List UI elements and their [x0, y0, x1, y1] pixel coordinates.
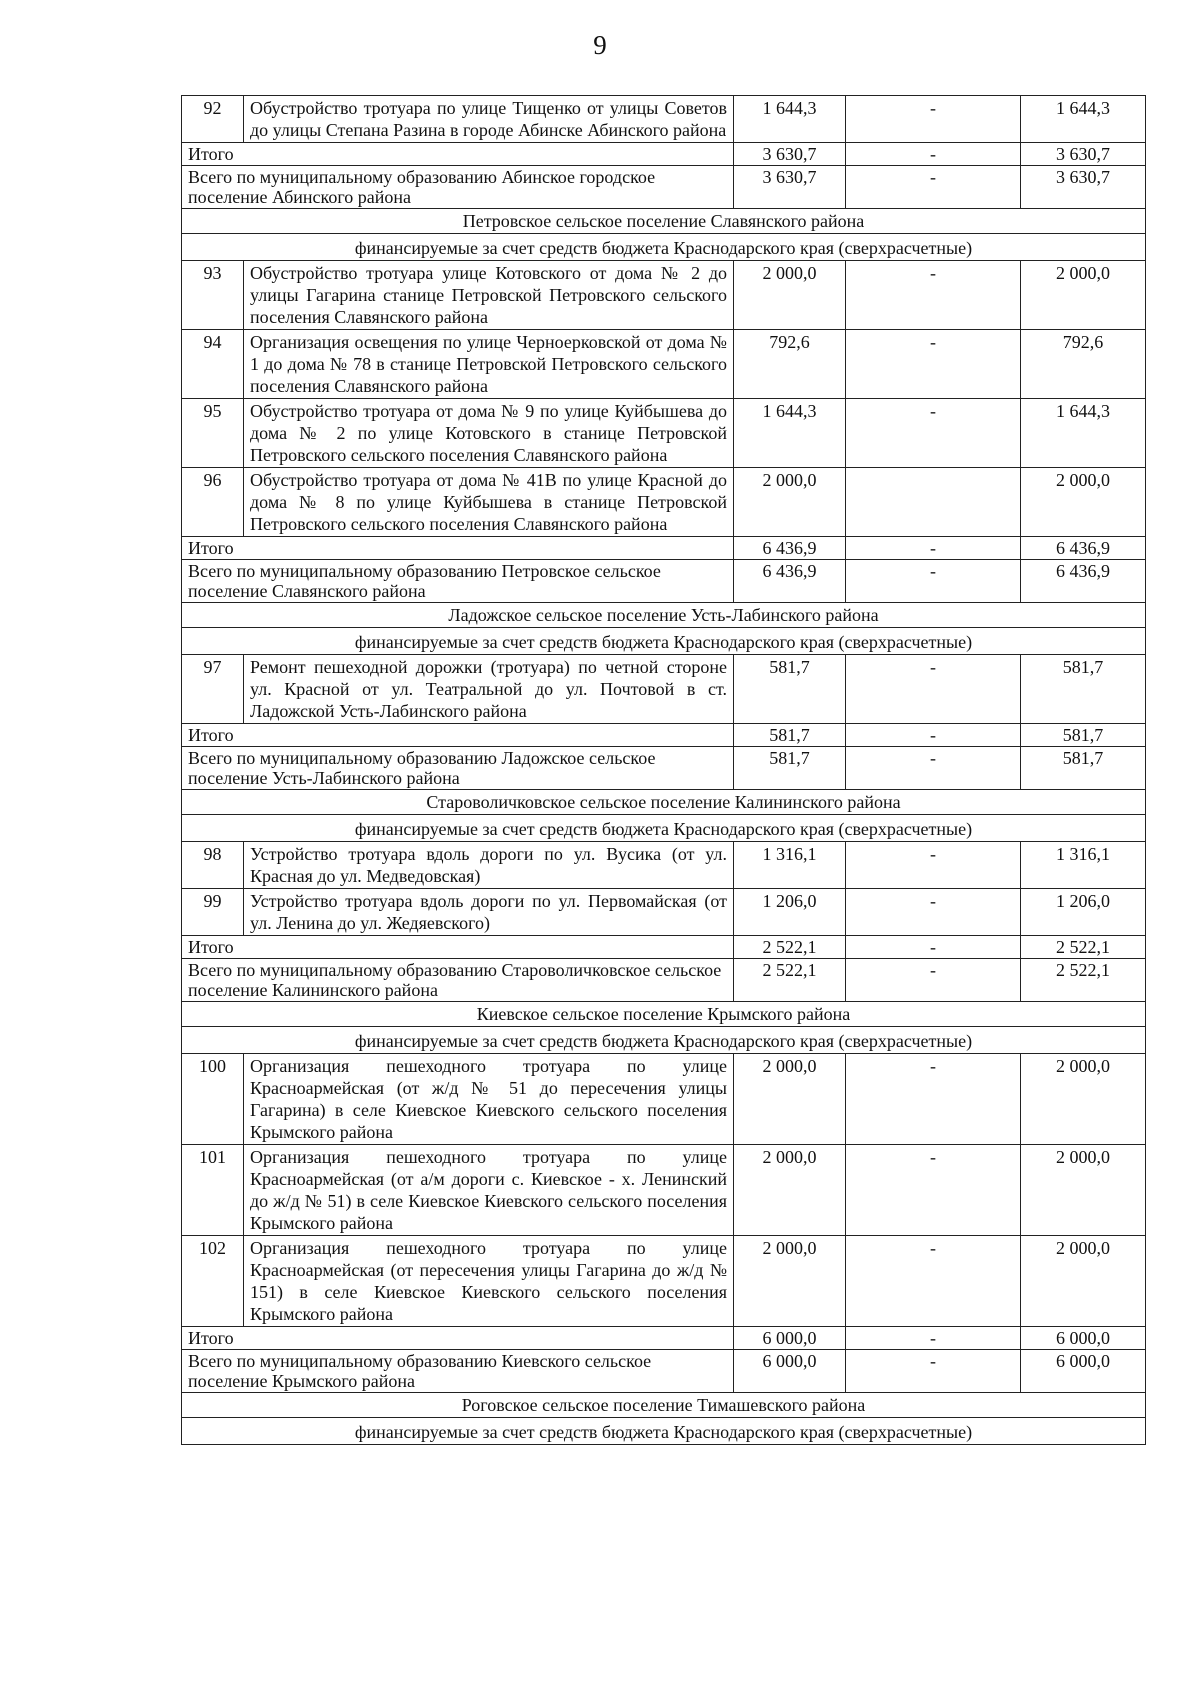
total-amount-col1: 581,7: [734, 724, 846, 747]
total-amount-col1: 6 000,0: [734, 1350, 846, 1393]
section-title: Ладожское сельское поселение Усть-Лабинского района: [182, 603, 1146, 628]
subsection-header-row: [182, 1027, 1146, 1054]
section-header-row: [182, 1393, 1146, 1418]
row-number: 97: [182, 655, 244, 724]
row-amount-col1: 1 644,3: [734, 96, 846, 143]
subtotal-label: Итого: [182, 936, 734, 959]
total-amount-col2: -: [846, 747, 1021, 790]
municipal-total-label: Всего по муниципальному образованию Староволичковское сельское поселение Калининского района: [182, 959, 734, 1002]
table-row: [182, 1054, 1146, 1145]
row-number: 94: [182, 330, 244, 399]
municipal-total-label: Всего по муниципальному образованию Петровское сельское поселение Славянского района: [182, 560, 734, 603]
table-row: [182, 399, 1146, 468]
subtotal-row: [182, 936, 1146, 959]
table-row: [182, 655, 1146, 724]
row-description: Обустройство тротуара по улице Тищенко от улицы Советов до улицы Степана Разина в городе Абинске Абинского района: [244, 96, 734, 143]
total-amount-col3: 6 000,0: [1021, 1350, 1146, 1393]
total-amount-col2: -: [846, 537, 1021, 560]
section-header-row: [182, 790, 1146, 815]
row-number: 100: [182, 1054, 244, 1145]
row-amount-col1: 1 644,3: [734, 399, 846, 468]
section-title: Староволичковское сельское поселение Калининского района: [182, 790, 1146, 815]
subsection-title: финансируемые за счет средств бюджета Краснодарского края (сверхрасчетные): [182, 1027, 1146, 1054]
page-number: 9: [593, 30, 607, 60]
table-row: [182, 330, 1146, 399]
table-row: [182, 1236, 1146, 1327]
total-amount-col1: 581,7: [734, 747, 846, 790]
row-amount-col3: 1 206,0: [1021, 889, 1146, 936]
total-amount-col2: -: [846, 166, 1021, 209]
row-number: 95: [182, 399, 244, 468]
row-amount-col1: 2 000,0: [734, 261, 846, 330]
row-amount-col1: 2 000,0: [734, 1054, 846, 1145]
total-amount-col2: -: [846, 936, 1021, 959]
row-amount-col1: 2 000,0: [734, 468, 846, 537]
table-row: [182, 889, 1146, 936]
row-amount-col2: [846, 468, 1021, 537]
row-description: Организация освещения по улице Черноерковской от дома № 1 до дома № 78 в станице Петровской Петровского сельского поселения Славянского района: [244, 330, 734, 399]
subtotal-label: Итого: [182, 537, 734, 560]
row-description: Устройство тротуара вдоль дороги по ул. Первомайская (от ул. Ленина до ул. Жедяевского): [244, 889, 734, 936]
row-number: 99: [182, 889, 244, 936]
row-description: Обустройство тротуара от дома № 41В по улице Красной до дома № 8 по улице Куйбышева в станице Петровской Петровского сельского поселения Славянского района: [244, 468, 734, 537]
subtotal-row: [182, 537, 1146, 560]
row-amount-col2: -: [846, 330, 1021, 399]
section-header-row: [182, 209, 1146, 234]
total-amount-col1: 2 522,1: [734, 936, 846, 959]
total-amount-col3: 2 522,1: [1021, 936, 1146, 959]
subtotal-row: [182, 724, 1146, 747]
row-amount-col3: 581,7: [1021, 655, 1146, 724]
municipal-total-row: [182, 747, 1146, 790]
municipal-total-row: [182, 959, 1146, 1002]
total-amount-col3: 6 000,0: [1021, 1327, 1146, 1350]
total-amount-col3: 3 630,7: [1021, 143, 1146, 166]
total-amount-col3: 581,7: [1021, 724, 1146, 747]
section-title: Петровское сельское поселение Славянского района: [182, 209, 1146, 234]
total-amount-col2: -: [846, 560, 1021, 603]
total-amount-col3: 2 522,1: [1021, 959, 1146, 1002]
table-row: [182, 261, 1146, 330]
table-row: [182, 96, 1146, 143]
row-amount-col2: -: [846, 1236, 1021, 1327]
row-number: 93: [182, 261, 244, 330]
subsection-header-row: [182, 1418, 1146, 1445]
subtotal-label: Итого: [182, 1327, 734, 1350]
row-description: Ремонт пешеходной дорожки (тротуара) по четной стороне ул. Красной от ул. Театральной до ул. Почтовой в ст. Ладожской Усть-Лабинского района: [244, 655, 734, 724]
subsection-title: финансируемые за счет средств бюджета Краснодарского края (сверхрасчетные): [182, 815, 1146, 842]
row-amount-col3: 1 644,3: [1021, 399, 1146, 468]
municipal-total-label: Всего по муниципальному образованию Ладожское сельское поселение Усть-Лабинского района: [182, 747, 734, 790]
total-amount-col1: 6 436,9: [734, 560, 846, 603]
row-amount-col2: -: [846, 399, 1021, 468]
subsection-title: финансируемые за счет средств бюджета Краснодарского края (сверхрасчетные): [182, 628, 1146, 655]
row-amount-col2: -: [846, 1054, 1021, 1145]
total-amount-col1: 3 630,7: [734, 143, 846, 166]
subsection-title: финансируемые за счет средств бюджета Краснодарского края (сверхрасчетные): [182, 1418, 1146, 1445]
row-amount-col3: 1 316,1: [1021, 842, 1146, 889]
row-amount-col1: 792,6: [734, 330, 846, 399]
municipal-total-row: [182, 1350, 1146, 1393]
row-description: Обустройство тротуара от дома № 9 по улице Куйбышева до дома № 2 по улице Котовского в станице Петровской Петровского сельского поселения Славянского района: [244, 399, 734, 468]
row-amount-col2: -: [846, 842, 1021, 889]
municipal-total-label: Всего по муниципальному образованию Киевского сельское поселение Крымского района: [182, 1350, 734, 1393]
row-amount-col2: -: [846, 1145, 1021, 1236]
municipal-total-row: [182, 560, 1146, 603]
row-number: 92: [182, 96, 244, 143]
row-amount-col2: -: [846, 261, 1021, 330]
total-amount-col2: -: [846, 959, 1021, 1002]
section-header-row: [182, 1002, 1146, 1027]
municipal-total-row: [182, 166, 1146, 209]
subsection-header-row: [182, 628, 1146, 655]
total-amount-col2: -: [846, 143, 1021, 166]
table-row: [182, 1145, 1146, 1236]
row-amount-col3: 792,6: [1021, 330, 1146, 399]
total-amount-col1: 6 436,9: [734, 537, 846, 560]
section-header-row: [182, 603, 1146, 628]
total-amount-col3: 6 436,9: [1021, 537, 1146, 560]
row-number: 102: [182, 1236, 244, 1327]
row-amount-col1: 1 316,1: [734, 842, 846, 889]
row-number: 101: [182, 1145, 244, 1236]
total-amount-col1: 3 630,7: [734, 166, 846, 209]
row-description: Организация пешеходного тротуара по улице Красноармейская (от пересечения улицы Гагарина до ж/д № 151) в селе Киевское Киевского сельского поселения Крымского района: [244, 1236, 734, 1327]
row-amount-col3: 2 000,0: [1021, 1145, 1146, 1236]
total-amount-col2: -: [846, 1350, 1021, 1393]
row-amount-col3: 2 000,0: [1021, 261, 1146, 330]
row-description: Обустройство тротуара улице Котовского от дома № 2 до улицы Гагарина станице Петровской Петровского сельского поселения Славянского района: [244, 261, 734, 330]
row-amount-col2: -: [846, 889, 1021, 936]
subtotal-row: [182, 143, 1146, 166]
row-amount-col2: -: [846, 655, 1021, 724]
row-number: 96: [182, 468, 244, 537]
table-row: [182, 468, 1146, 537]
section-title: Роговское сельское поселение Тимашевского района: [182, 1393, 1146, 1418]
budget-table: [181, 95, 1146, 1445]
subsection-header-row: [182, 234, 1146, 261]
total-amount-col3: 581,7: [1021, 747, 1146, 790]
section-title: Киевское сельское поселение Крымского района: [182, 1002, 1146, 1027]
row-amount-col2: -: [846, 96, 1021, 143]
total-amount-col1: 2 522,1: [734, 959, 846, 1002]
subsection-title: финансируемые за счет средств бюджета Краснодарского края (сверхрасчетные): [182, 234, 1146, 261]
row-description: Организация пешеходного тротуара по улице Красноармейская (от а/м дороги с. Киевское - х. Ленинский до ж/д № 51) в селе Киевское Киевского сельского поселения Крымского района: [244, 1145, 734, 1236]
subtotal-label: Итого: [182, 143, 734, 166]
total-amount-col1: 6 000,0: [734, 1327, 846, 1350]
row-amount-col3: 2 000,0: [1021, 1054, 1146, 1145]
municipal-total-label: Всего по муниципальному образованию Абинское городское поселение Абинского района: [182, 166, 734, 209]
budget-table-body: [182, 96, 1146, 1445]
subtotal-label: Итого: [182, 724, 734, 747]
subsection-header-row: [182, 815, 1146, 842]
row-amount-col1: 2 000,0: [734, 1236, 846, 1327]
row-number: 98: [182, 842, 244, 889]
total-amount-col2: -: [846, 1327, 1021, 1350]
row-amount-col1: 581,7: [734, 655, 846, 724]
table-row: [182, 842, 1146, 889]
row-description: Организация пешеходного тротуара по улице Красноармейская (от ж/д № 51 до пересечения улицы Гагарина) в селе Киевское Киевского сельского поселения Крымского района: [244, 1054, 734, 1145]
total-amount-col3: 3 630,7: [1021, 166, 1146, 209]
row-amount-col3: 2 000,0: [1021, 468, 1146, 537]
row-amount-col3: 2 000,0: [1021, 1236, 1146, 1327]
row-amount-col3: 1 644,3: [1021, 96, 1146, 143]
total-amount-col2: -: [846, 724, 1021, 747]
subtotal-row: [182, 1327, 1146, 1350]
row-description: Устройство тротуара вдоль дороги по ул. Вусика (от ул. Красная до ул. Медведовская): [244, 842, 734, 889]
row-amount-col1: 2 000,0: [734, 1145, 846, 1236]
total-amount-col3: 6 436,9: [1021, 560, 1146, 603]
row-amount-col1: 1 206,0: [734, 889, 846, 936]
